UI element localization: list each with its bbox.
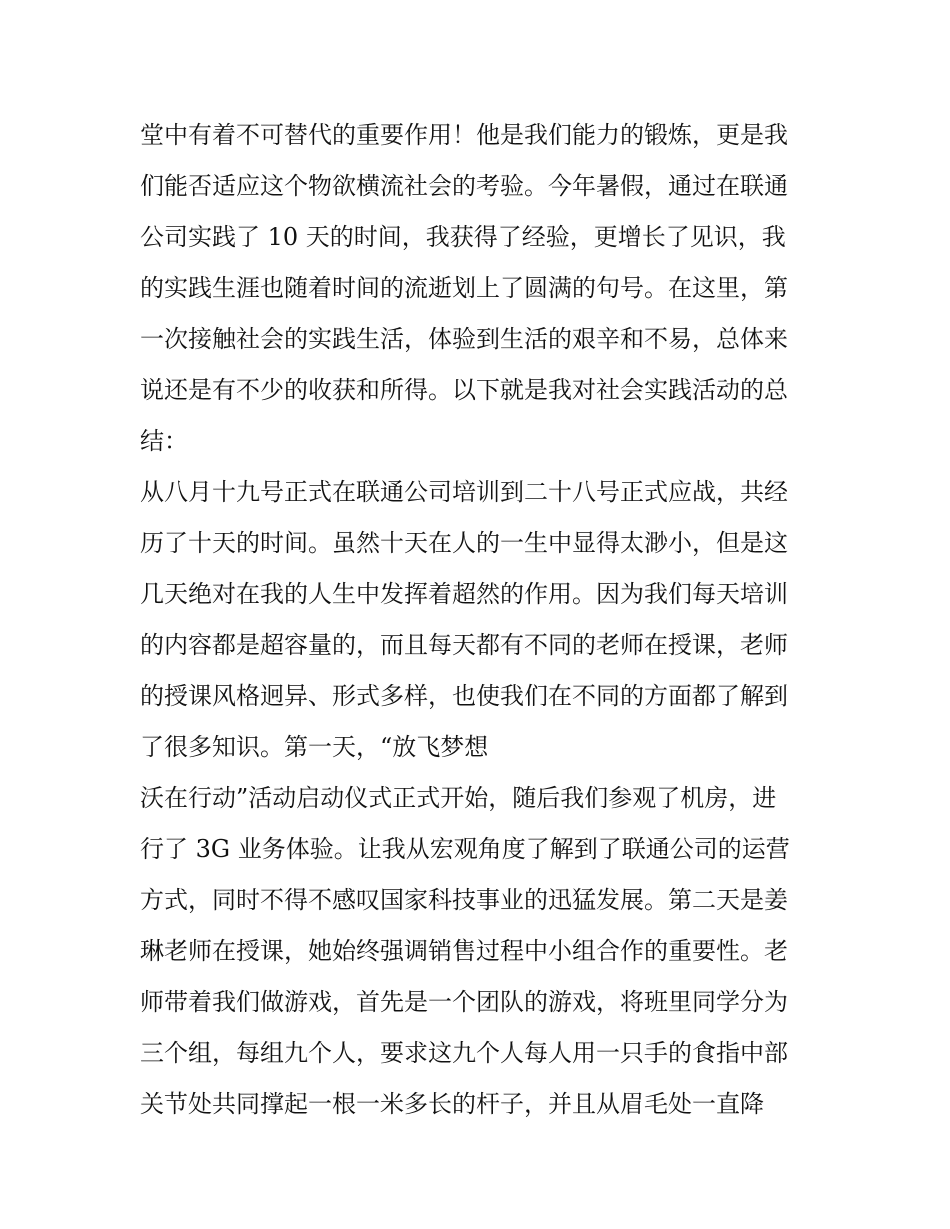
text-line: 们能否适应这个物欲横流社会的考验。今年暑假，通过在联通 (140, 172, 788, 200)
text-line: 的授课风格迥异、形式多样，也使我们在不同的方面都了解到 (140, 682, 788, 710)
text-line: 历了十天的时间。虽然十天在人的一生中显得太渺小，但是这 (140, 529, 788, 557)
text-line: 行了 3G 业务体验。让我从宏观角度了解到了联通公司的运营 (140, 835, 790, 863)
body-text (140, 110, 830, 1130)
text-line: 了很多知识。第一天，“放飞梦想 (140, 733, 489, 761)
text-line: 关节处共同撑起一根一米多长的杆子，并且从眉毛处一直降 (140, 1090, 764, 1118)
text-line: 从八月十九号正式在联通公司培训到二十八号正式应战，共经 (140, 478, 788, 506)
text-line: 琳老师在授课，她始终强调销售过程中小组合作的重要性。老 (140, 937, 788, 965)
text-line: 结： (140, 427, 188, 455)
text-line: 方式，同时不得不感叹国家科技事业的迅猛发展。第二天是姜 (140, 886, 788, 914)
text-line: 公司实践了 10 天的时间，我获得了经验，更增长了见识，我 (140, 223, 786, 251)
text-line: 几天绝对在我的人生中发挥着超然的作用。因为我们每天培训 (140, 580, 788, 608)
text-line: 三个组，每组九个人，要求这九个人每人用一只手的食指中部 (140, 1039, 788, 1067)
text-line: 师带着我们做游戏，首先是一个团队的游戏，将班里同学分为 (140, 988, 788, 1016)
text-line: 的内容都是超容量的，而且每天都有不同的老师在授课，老师 (140, 631, 788, 659)
text-line: 的实践生涯也随着时间的流逝划上了圆满的句号。在这里，第 (140, 274, 788, 302)
text-line: 一次接触社会的实践生活，体验到生活的艰辛和不易，总体来 (140, 325, 788, 353)
text-line: 堂中有着不可替代的重要作用！他是我们能力的锻炼，更是我 (140, 121, 788, 149)
text-line: 沃在行动”活动启动仪式正式开始，随后我们参观了机房，进 (140, 784, 777, 812)
text-line: 说还是有不少的收获和所得。以下就是我对社会实践活动的总 (140, 376, 788, 404)
